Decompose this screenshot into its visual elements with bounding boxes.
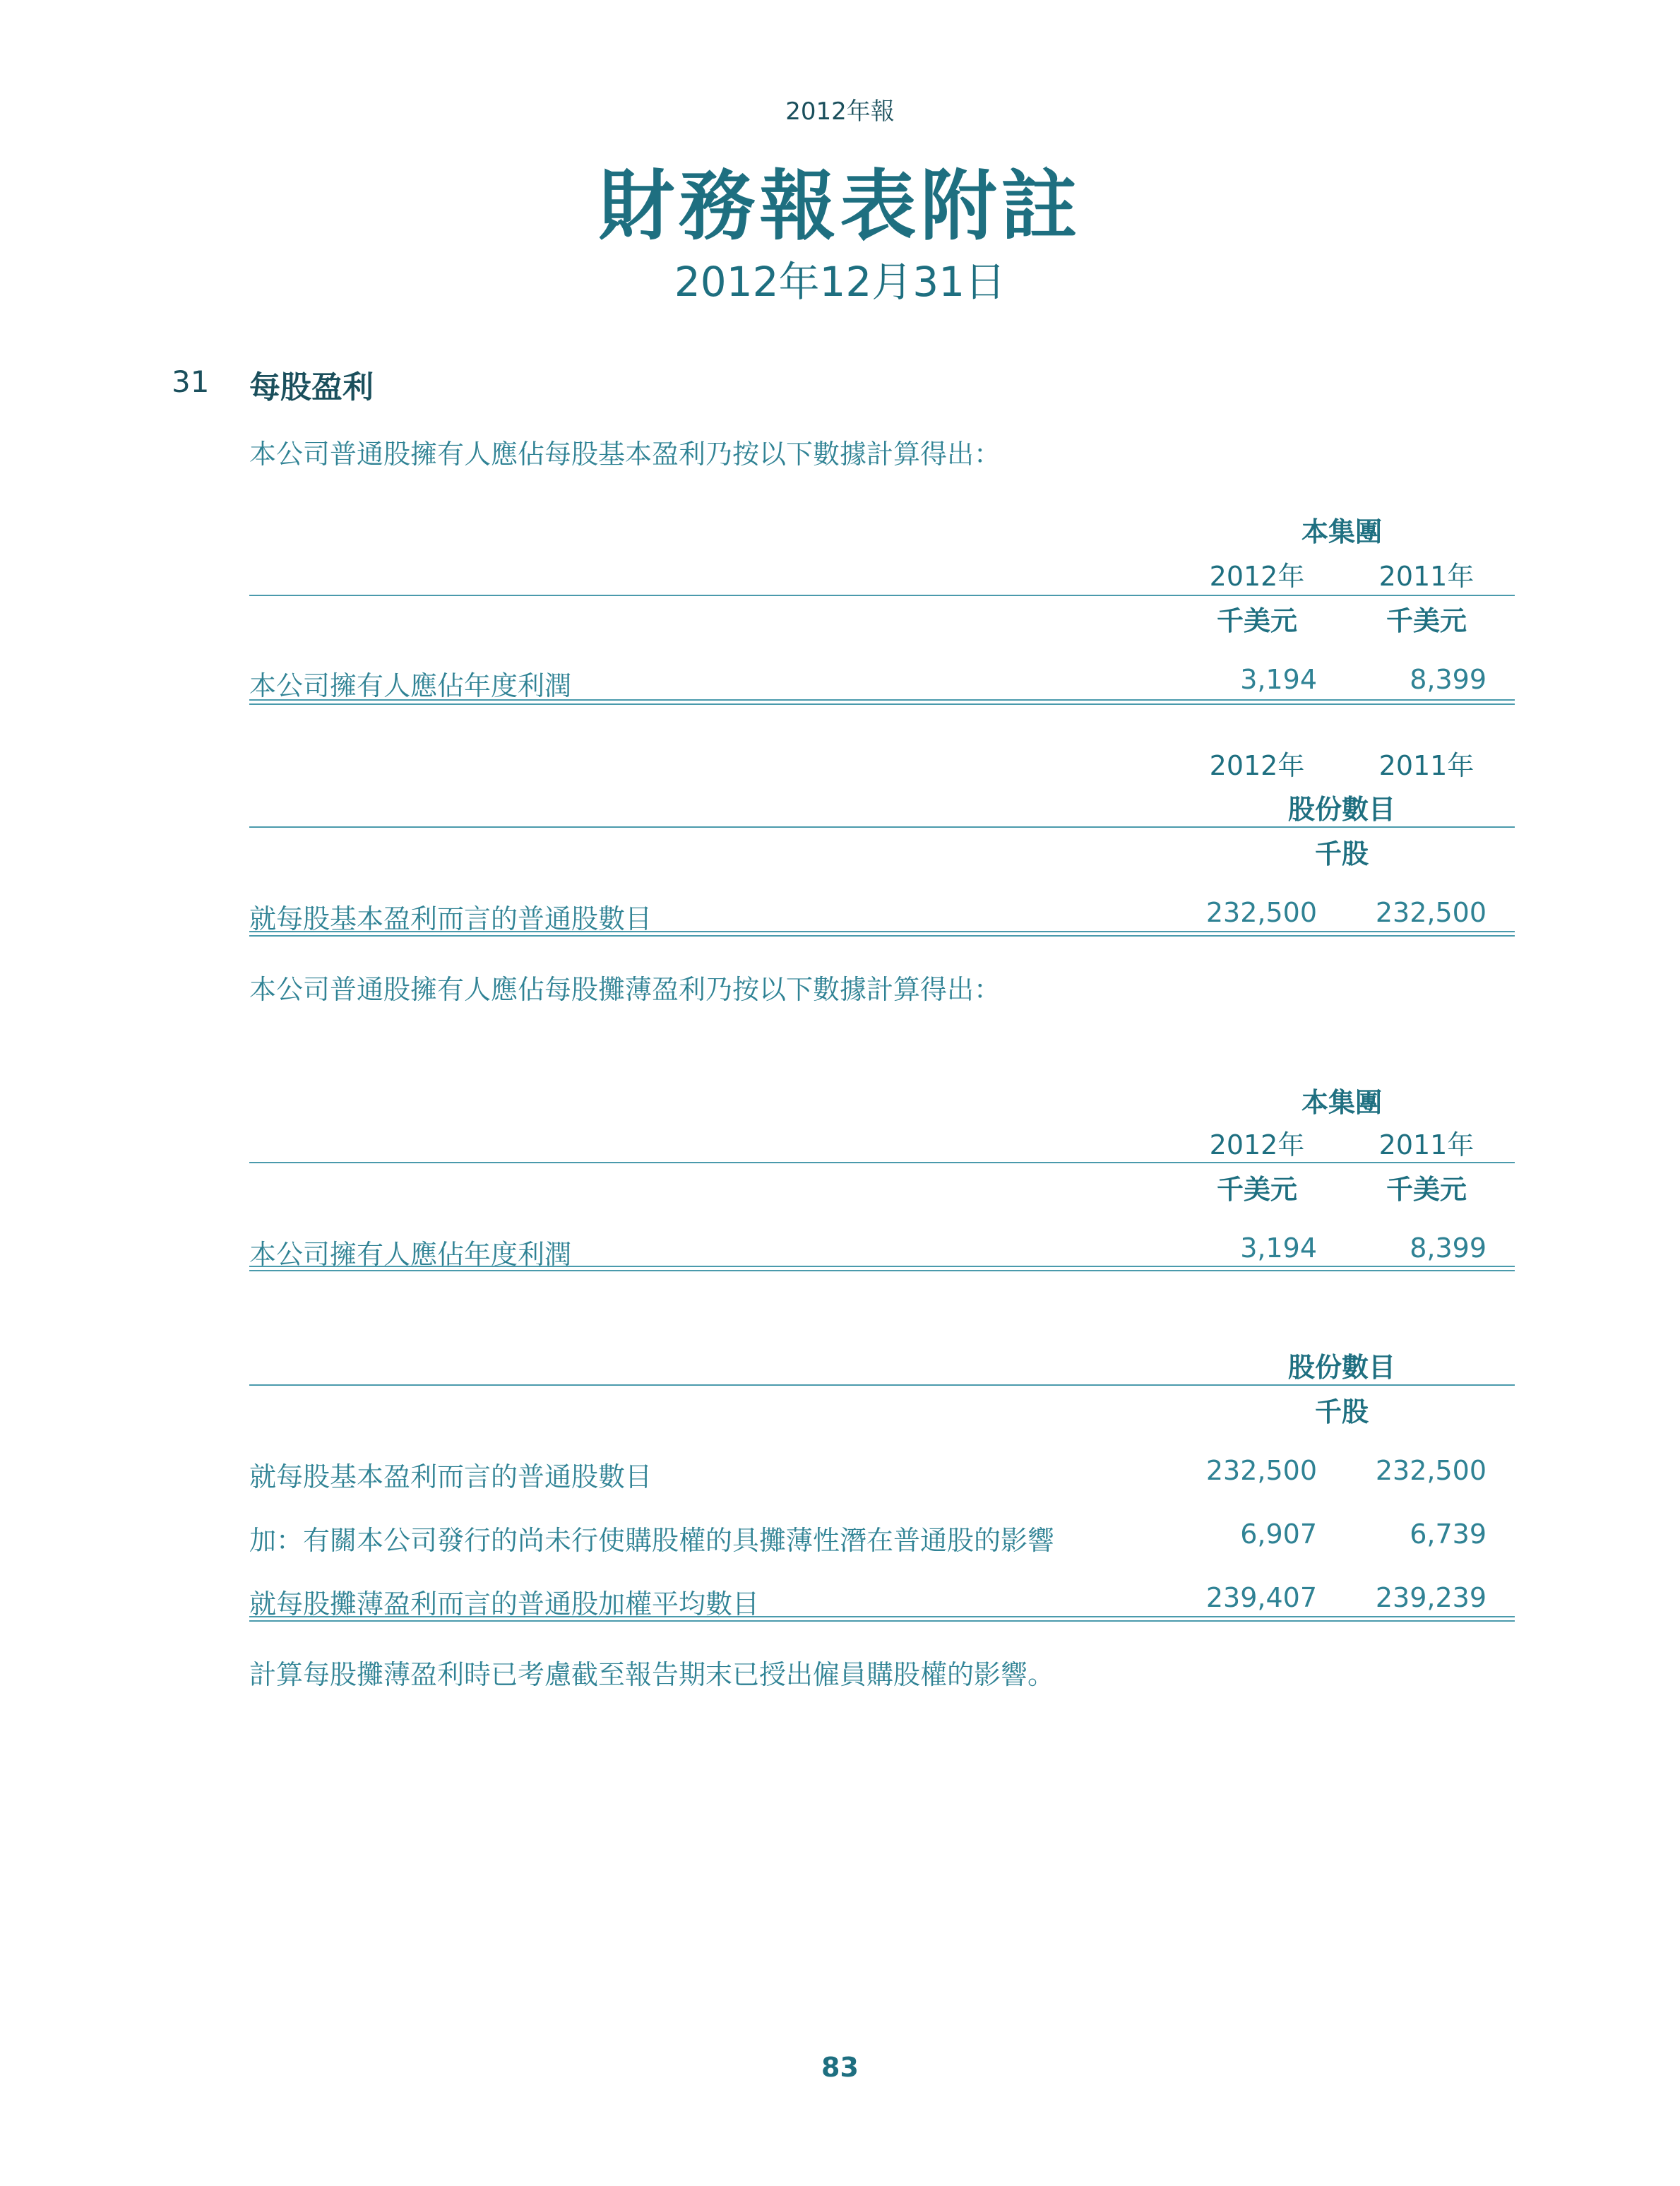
- shares-header: 股份數目: [1287, 794, 1395, 825]
- report-date: 2012年12月31日: [674, 258, 1006, 306]
- value-2011: 239,239: [1375, 1582, 1487, 1613]
- double-rule: [249, 1266, 1515, 1271]
- value-2012: 239,407: [1205, 1582, 1317, 1613]
- header-rule: [249, 826, 1515, 828]
- value-2012: 6,907: [1240, 1519, 1317, 1550]
- table-row-label: 加：有關本公司發行的尚未行使購股權的具攤薄性潛在普通股的影響: [249, 1525, 1055, 1556]
- section-title: 每股盈利: [249, 369, 374, 405]
- year-2012-header: 2012年: [1209, 1129, 1305, 1160]
- header-rule: [249, 1384, 1515, 1386]
- group-header: 本集團: [1301, 516, 1382, 547]
- double-rule: [249, 1616, 1515, 1622]
- table-row-label: 就每股攤薄盈利而言的普通股加權平均數目: [249, 1588, 760, 1620]
- year-2011-header: 2011年: [1378, 1129, 1475, 1160]
- unit-2012-header: 千美元: [1216, 605, 1297, 636]
- value-2011: 232,500: [1375, 1455, 1487, 1486]
- page-number: 83: [821, 2052, 859, 2083]
- diluted-eps-intro: 本公司普通股擁有人應佔每股攤薄盈利乃按以下數據計算得出：: [249, 974, 1001, 1005]
- table-row-label: 就每股基本盈利而言的普通股數目: [249, 1461, 653, 1492]
- value-2012: 232,500: [1205, 1455, 1317, 1486]
- table-row-label: 本公司擁有人應佔年度利潤: [249, 1239, 572, 1270]
- unit-header: 千股: [1314, 838, 1369, 869]
- unit-header: 千股: [1314, 1396, 1369, 1427]
- unit-2011-header: 千美元: [1386, 1174, 1467, 1205]
- double-rule: [249, 699, 1515, 705]
- table-row-label: 就每股基本盈利而言的普通股數目: [249, 903, 653, 934]
- header-rule: [249, 1162, 1515, 1163]
- unit-2012-header: 千美元: [1216, 1174, 1297, 1205]
- basic-eps-intro: 本公司普通股擁有人應佔每股基本盈利乃按以下數據計算得出：: [249, 439, 1001, 470]
- report-year: 2012年報: [785, 97, 895, 126]
- year-2012-header: 2012年: [1209, 561, 1305, 592]
- value-2011: 6,739: [1410, 1519, 1487, 1550]
- year-2011-header: 2011年: [1378, 750, 1475, 781]
- section-number: 31: [172, 364, 210, 399]
- page-title: 財務報表附註: [598, 162, 1082, 251]
- value-2012: 3,194: [1240, 664, 1317, 695]
- year-2011-header: 2011年: [1378, 561, 1475, 592]
- value-2012: 232,500: [1205, 897, 1317, 928]
- value-2011: 8,399: [1410, 1232, 1487, 1264]
- table-row-label: 本公司擁有人應佔年度利潤: [249, 670, 572, 701]
- value-2011: 232,500: [1375, 897, 1487, 928]
- header-rule: [249, 595, 1515, 596]
- footnote: 計算每股攤薄盈利時已考慮截至報告期末已授出僱員購股權的影響。: [249, 1659, 1055, 1690]
- shares-header: 股份數目: [1287, 1352, 1395, 1383]
- group-header: 本集團: [1301, 1087, 1382, 1118]
- value-2011: 8,399: [1410, 664, 1487, 695]
- double-rule: [249, 931, 1515, 937]
- year-2012-header: 2012年: [1209, 750, 1305, 781]
- unit-2011-header: 千美元: [1386, 605, 1467, 636]
- value-2012: 3,194: [1240, 1232, 1317, 1264]
